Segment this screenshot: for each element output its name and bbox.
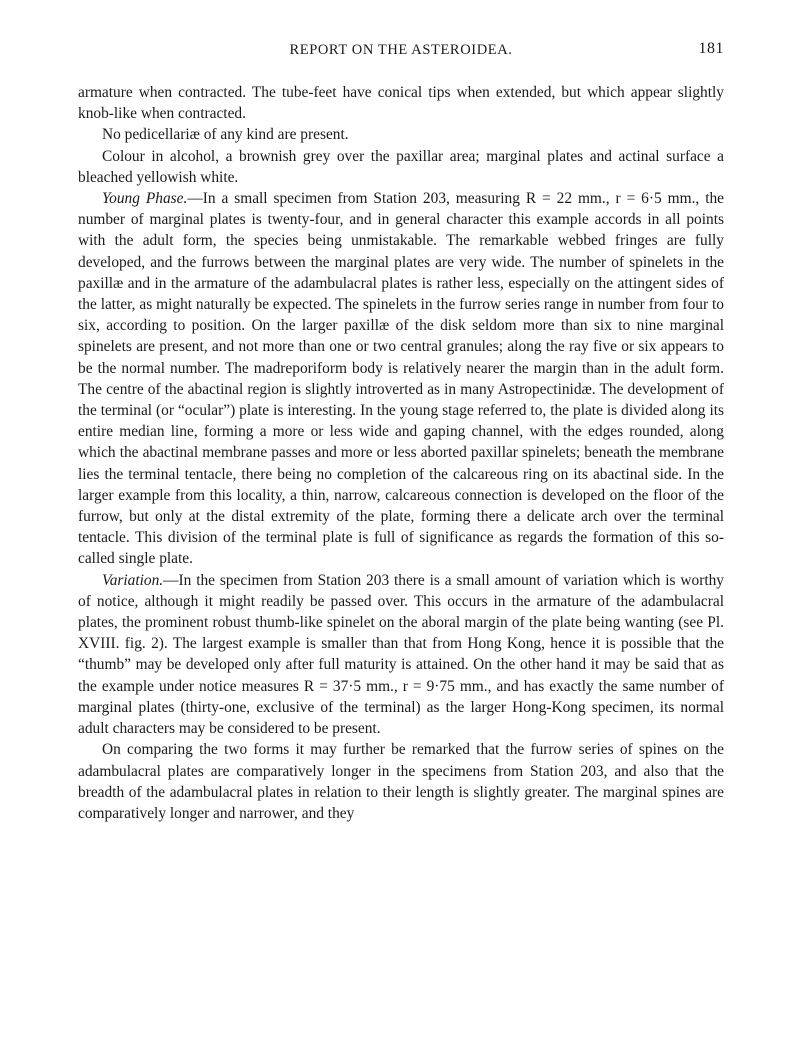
paragraph-text: Colour in alcohol, a brownish grey over the paxillar area; marginal plates and actinal surface a bleached yellowish white. — [78, 147, 724, 186]
section-lead-variation: Variation. — [102, 571, 164, 589]
paragraph-young-phase — [78, 188, 724, 570]
paragraph-text: —In a small specimen from Station 203, measuring R = 22 mm., r = 6·5 mm., the number of marginal plates is twenty-four, and in general character this example accords in all points with the adult form, the species being unmistakable. The remarkable webbed fringes are fully developed, and the furrows between the marginal plates are very wide. The number of spinelets in the paxillæ and in the armature of the adambulacral plates is rather less, especially on the attingent sides of the latter, as might naturally be expected. The spinelets in the furrow series range in number from four to six, according to position. On the larger paxillæ of the disk seldom more than six to nine marginal spinelets are present, and not more than one or two central granules; along the ray five or six appears to be the normal number. The madreporiform body is relatively nearer the margin than in the adult form. The centre of the abactinal region is slightly introverted as in many Astropectinidæ. The development of the terminal (or “ocular”) plate is interesting. In the young stage referred to, the plate is divided along its entire median line, forming a more or less wide and gaping channel, with the edges rounded, along which the abactinal membrane passes and more or less aborted paxillar spinelets; beneath the membrane lies the terminal tentacle, there being no completion of the calcareous ring on its abactinal side. In the larger example from this locality, a thin, narrow, calcareous connection is developed on the floor of the furrow, but only at the distal extremity of the plate, forming there a delicate arch over the terminal tentacle. This division of the terminal plate is full of significance as regards the formation of this so-called single plate. — [78, 190, 724, 568]
body-text — [78, 82, 724, 824]
paragraph-pedicellariae — [78, 124, 724, 145]
page-number: 181 — [698, 40, 724, 57]
paragraph-variation — [78, 570, 724, 740]
paragraph-text: On comparing the two forms it may further be remarked that the furrow series of spines on the adambulacral plates are comparatively longer in the specimens from Station 203, and also that the breadth of the adambulacral plates in relation to their length is slightly greater. The marginal spines are comparatively longer and narrower, and they — [78, 741, 724, 822]
page — [78, 40, 724, 824]
section-lead-young-phase: Young Phase. — [102, 190, 188, 208]
paragraph-comparison — [78, 739, 724, 824]
paragraph-colour — [78, 146, 724, 188]
running-header — [78, 40, 724, 66]
paragraph-text: armature when contracted. The tube-feet have conical tips when extended, but which appear slightly knob-like when contracted. — [78, 84, 724, 123]
paragraph-armature — [78, 82, 724, 124]
paragraph-text: No pedicellariæ of any kind are present. — [102, 126, 349, 144]
paragraph-text: —In the specimen from Station 203 there is a small amount of variation which is worthy of notice, although it might readily be passed over. This occurs in the armature of the adambulacral plates, the prominent robust thumb-like spinelet on the aboral margin of the plate being wanting (see Pl. XVIII. fig. 2). The largest example is smaller than that from Hong Kong, hence it is possible that the “thumb” may be developed only after full maturity is attained. On the other hand it may be said that as the example under notice measures R = 37·5 mm., r = 9·75 mm., and has exactly the same number of marginal plates (thirty-one, exclusive of the terminal) as the larger Hong-Kong specimen, its normal adult characters may be considered to be present. — [78, 571, 724, 738]
running-title: REPORT ON THE ASTEROIDEA. — [289, 42, 513, 58]
